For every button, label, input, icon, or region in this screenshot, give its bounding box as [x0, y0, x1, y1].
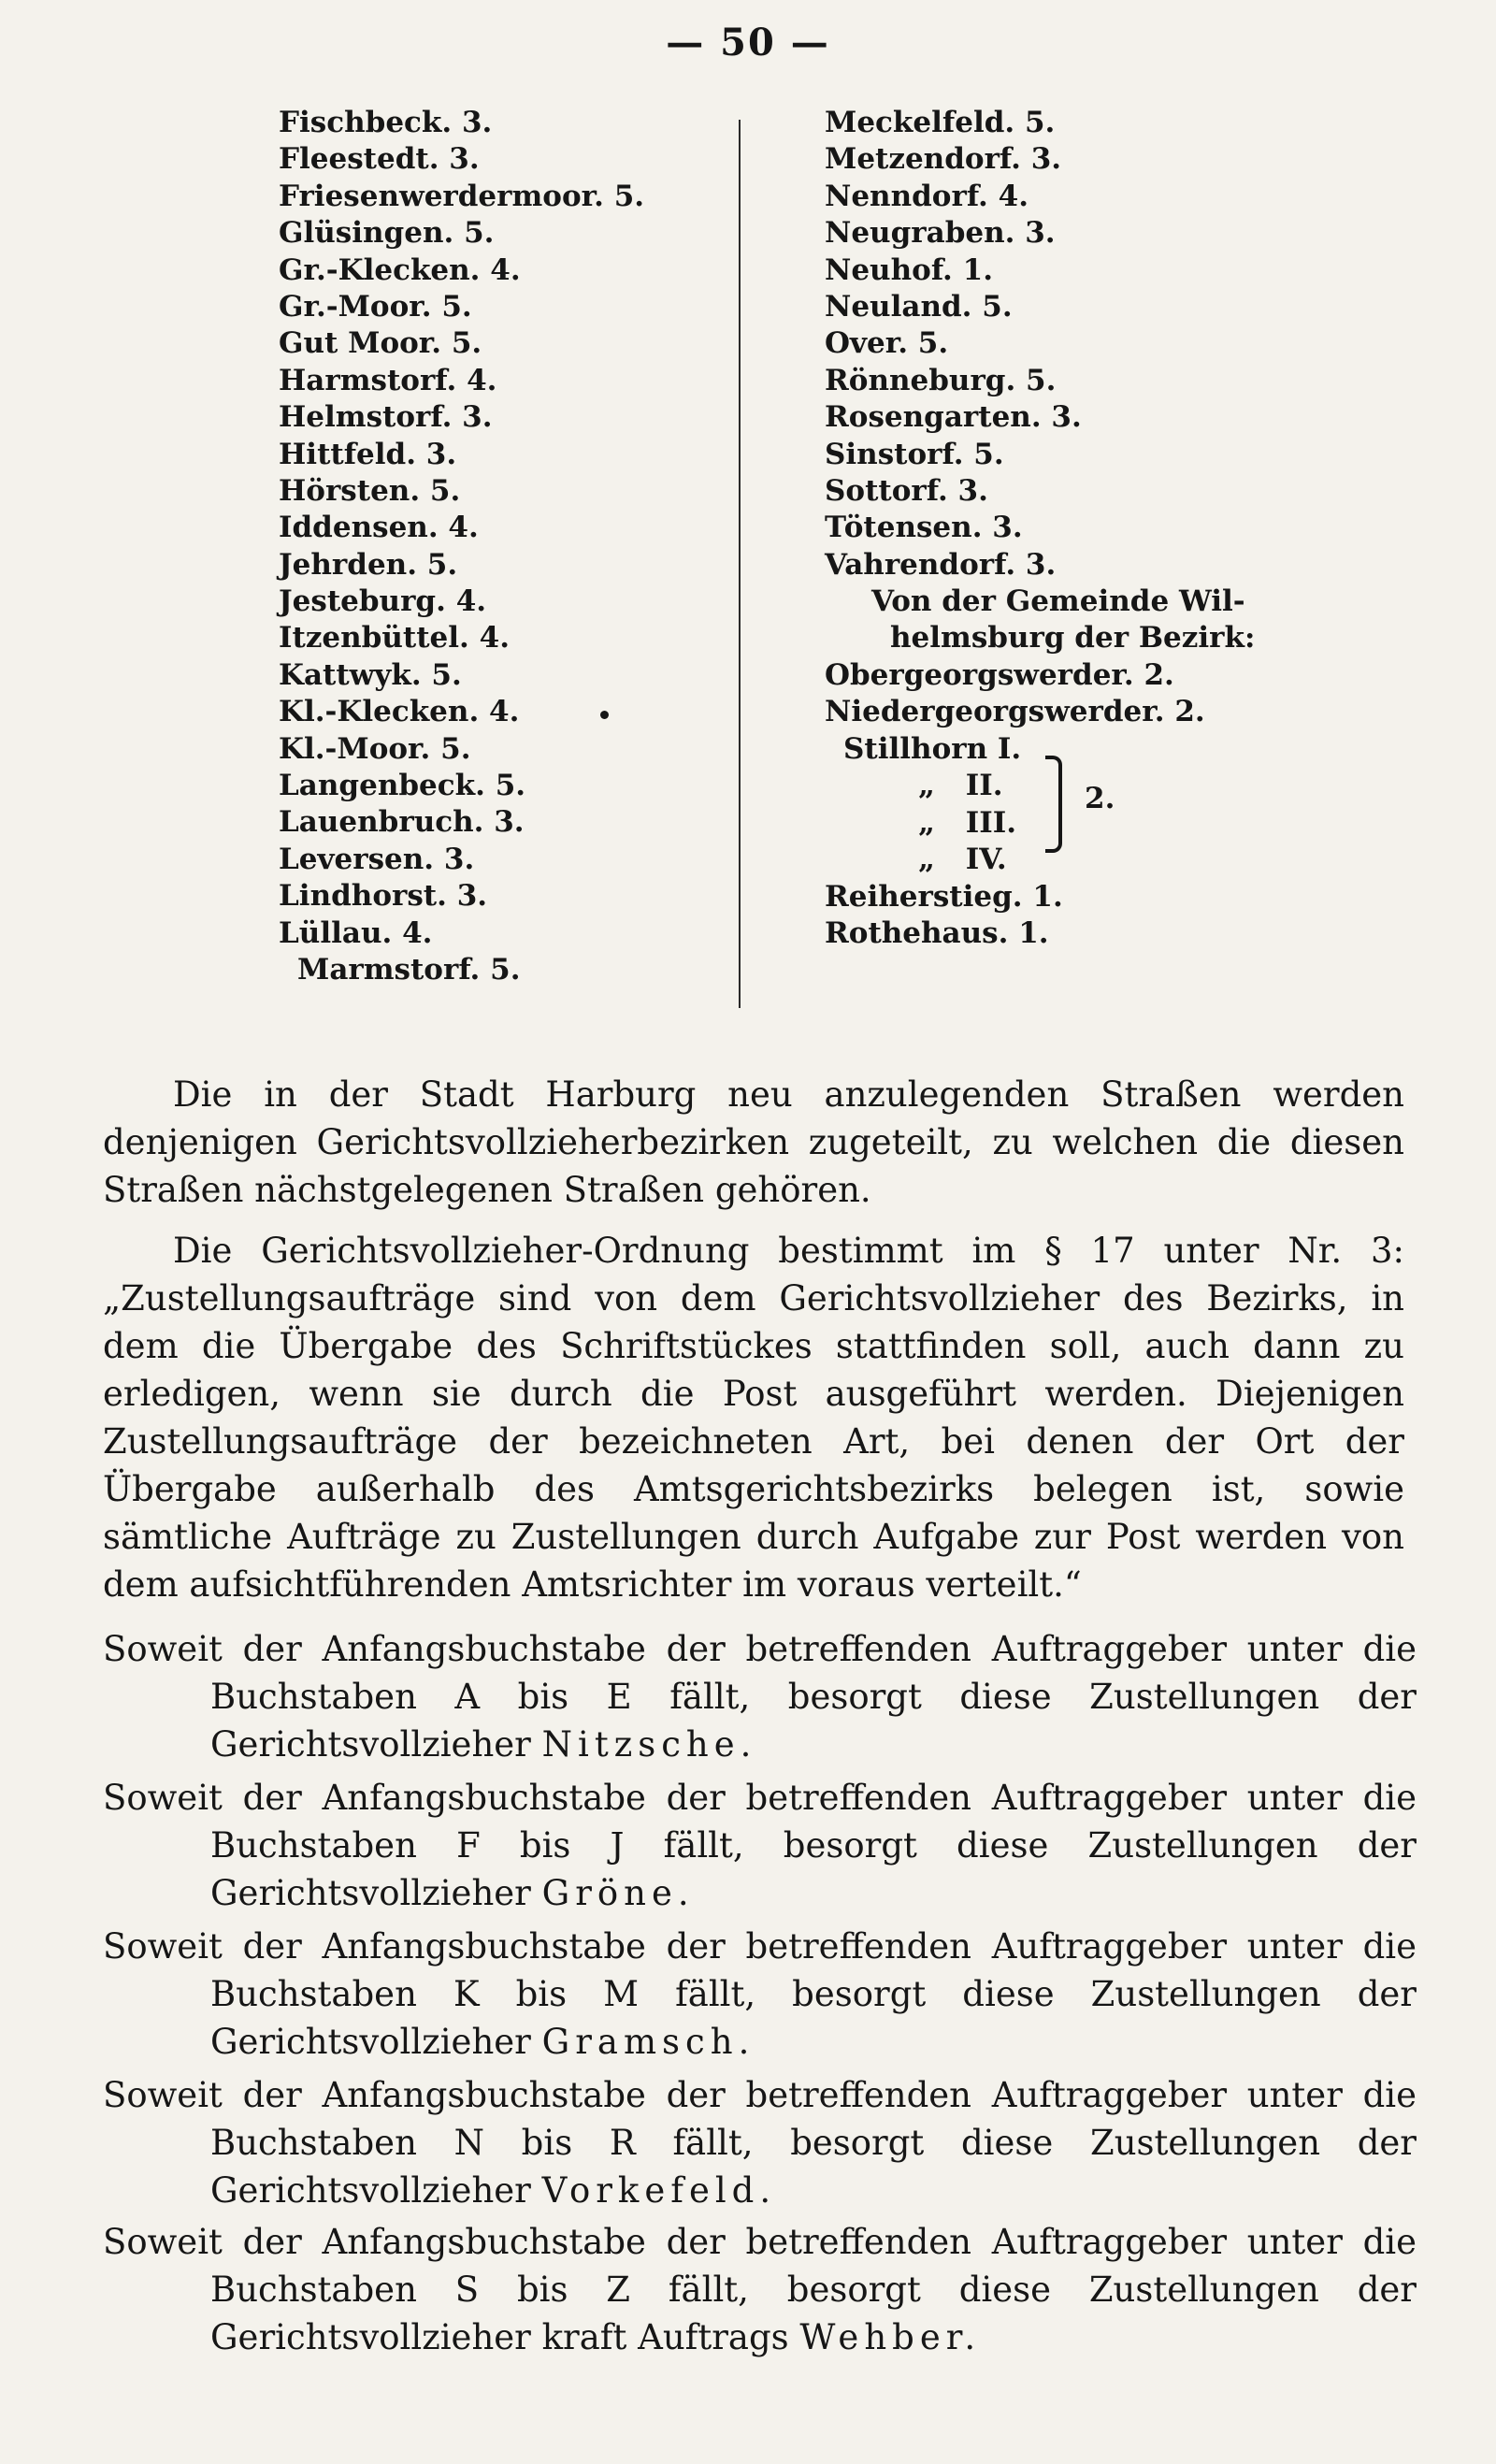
list-item: Gut Moor. 5.: [279, 326, 482, 361]
wilhelmsburg-heading: Von der Gemeinde Wil-: [871, 584, 1245, 619]
list-item: Iddensen. 4.: [279, 511, 479, 545]
assignment-text: Soweit der Anfangsbuchstabe der betreffenden Auftraggeber unter die Buchstaben S bis Z fällt, besorgt diese Zustellungen der Gerichtsvollzieher kraft Auftrags: [103, 2222, 1417, 2357]
list-item: Obergeorgswerder. 2.: [825, 657, 1174, 692]
list-item: Over. 5.: [825, 326, 949, 361]
stillhorn-group: [825, 731, 1348, 879]
list-item: Jesteburg. 4.: [279, 584, 487, 619]
district-list-right: [825, 105, 1348, 952]
assignment-f-j: [103, 1774, 1417, 1917]
list-item: Harmstorf. 4.: [279, 363, 497, 397]
ditto-mark: „: [918, 768, 935, 802]
stillhorn-value: 2.: [1085, 781, 1115, 815]
list-item: Kl.-Klecken. 4.: [279, 695, 520, 729]
list-item: Hittfeld. 3.: [279, 437, 457, 471]
list-item: Rosengarten. 3.: [825, 400, 1082, 435]
list-item: Fischbeck. 3.: [279, 106, 493, 139]
list-item: Gr.-Klecken. 4.: [279, 252, 521, 287]
paragraph-new-streets: [103, 1071, 1404, 1214]
list-item: Lauenbruch. 3.: [279, 805, 525, 840]
ditto-mark: „: [918, 805, 935, 840]
column-divider: [739, 120, 741, 1008]
list-item: Itzenbüttel. 4.: [279, 621, 510, 656]
bailiff-name: Nitzsche.: [541, 1724, 757, 1765]
assignment-text: Soweit der Anfangsbuchstabe der betreffenden Auftraggeber unter die Buchstaben K bis M fällt, besorgt diese Zustellungen der Gerichtsvollzieher: [103, 1926, 1417, 2062]
list-item: Sottorf. 3.: [825, 473, 988, 508]
list-item: Meckelfeld. 5.: [825, 106, 1056, 139]
district-list-left: [279, 105, 709, 988]
list-item: Marmstorf. 5.: [297, 952, 521, 987]
assignment-n-r: [103, 2071, 1417, 2214]
paragraph-regulation: [103, 1227, 1404, 1608]
paragraph-text: Die in der Stadt Harburg neu anzulegenden Straßen werden denjenigen Gerichtsvollzieherbezirken zugeteilt, zu welchen die diesen Straßen nächstgelegenen Straßen gehören.: [103, 1074, 1404, 1210]
assignment-k-m: [103, 1923, 1417, 2066]
list-item: Reiherstieg. 1.: [825, 879, 1063, 914]
assignment-text: Soweit der Anfangsbuchstabe der betreffenden Auftraggeber unter die Buchstaben F bis J fällt, besorgt diese Zustellungen der Gerichtsvollzieher: [103, 1778, 1417, 1913]
list-item: Neuhof. 1.: [825, 252, 993, 287]
bailiff-name: Gröne.: [541, 1873, 695, 1913]
assignment-text: Soweit der Anfangsbuchstabe der betreffenden Auftraggeber unter die Buchstaben A bis E fällt, besorgt diese Zustellungen der Gerichtsvollzieher: [103, 1629, 1417, 1765]
stillhorn-part: II.: [965, 768, 1003, 802]
assignment-text: Soweit der Anfangsbuchstabe der betreffenden Auftraggeber unter die Buchstaben N bis R fällt, besorgt diese Zustellungen der Gerichtsvollzieher: [103, 2075, 1417, 2211]
list-item: Jehrden. 5.: [279, 547, 458, 582]
wilhelmsburg-heading-cont: helmsburg der Bezirk:: [890, 621, 1256, 656]
list-item: Tötensen. 3.: [825, 511, 1023, 545]
assignment-s-z: [103, 2218, 1417, 2361]
bailiff-name: Gramsch.: [541, 2022, 755, 2062]
stillhorn-label: Stillhorn: [843, 731, 988, 766]
list-item: Metzendorf. 3.: [825, 142, 1062, 177]
list-item: Vahrendorf. 3.: [825, 547, 1057, 582]
page-number: — 50 —: [666, 21, 830, 65]
stillhorn-part: I.: [997, 731, 1022, 766]
list-item: Gr.-Moor. 5.: [279, 289, 472, 324]
list-item: Friesenwerdermoor. 5.: [279, 179, 645, 213]
paragraph-text: Die Gerichtsvollzieher-Ordnung bestimmt im § 17 unter Nr. 3: „Zustellungsaufträge sind von dem Gerichtsvollzieher des Bezirks, in dem die Übergabe des Schriftstückes stattfinden soll, auch dann zu erledigen, wenn sie durch die Post ausgeführt werden. Diejenigen Zustellungsaufträge der bezeichneten Art, bei denen der Ort der Übergabe außerhalb des Amtsgerichtsbezirks belegen ist, sowie sämtliche Aufträge zu Zustellungen durch Aufgabe zur Post werden von dem aufsichtführenden Amtsrichter im voraus verteilt.“: [103, 1231, 1404, 1605]
brace: [1045, 756, 1062, 853]
list-item: Hörsten. 5.: [279, 473, 461, 508]
list-item: Lüllau. 4.: [279, 915, 433, 950]
stillhorn-part: IV.: [965, 842, 1007, 876]
list-item: Rothehaus. 1.: [825, 916, 1049, 951]
list-item: Neuland. 5.: [825, 289, 1013, 324]
ditto-mark: „: [918, 842, 935, 876]
list-item: Fleestedt. 3.: [279, 142, 480, 177]
list-item: Helmstorf. 3.: [279, 400, 493, 435]
print-speck: [600, 711, 609, 719]
list-item: Niedergeorgswerder. 2.: [825, 695, 1205, 729]
bailiff-name: Wehber.: [799, 2317, 982, 2357]
stillhorn-part: III.: [965, 805, 1017, 840]
list-item: Nenndorf. 4.: [825, 179, 1028, 213]
assignment-a-e: [103, 1625, 1417, 1768]
list-item: Rönneburg. 5.: [825, 363, 1057, 397]
list-item: Kattwyk. 5.: [279, 657, 462, 692]
list-item: Kl.-Moor. 5.: [279, 731, 471, 766]
list-item: Glüsingen. 5.: [279, 216, 495, 251]
list-item: Leversen. 3.: [279, 842, 475, 876]
list-item: Langenbeck. 5.: [279, 769, 526, 803]
list-item: Neugraben. 3.: [825, 216, 1056, 251]
bailiff-name: Vorkefeld.: [541, 2170, 777, 2211]
list-item: Sinstorf. 5.: [825, 437, 1004, 471]
list-item: Lindhorst. 3.: [279, 879, 488, 914]
